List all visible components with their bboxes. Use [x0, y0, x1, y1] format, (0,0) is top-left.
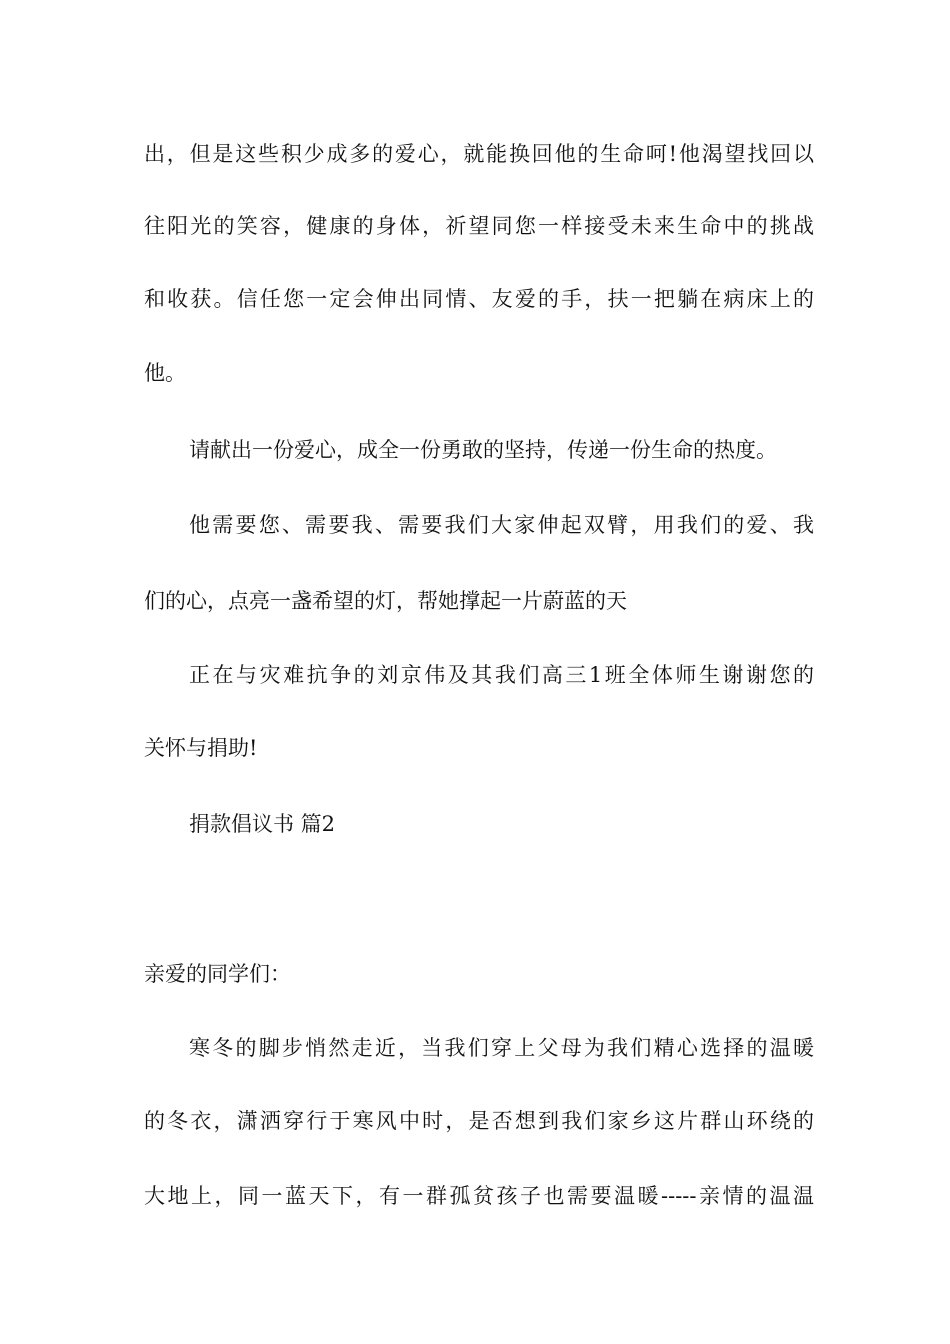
paragraph-line: 寒冬的脚步悄然走近，当我们穿上父母为我们精心选择的温暖	[189, 1036, 814, 1060]
paragraph-line: 请献出一份爱心，成全一份勇敢的坚持，传递一份生命的热度。	[189, 438, 777, 462]
paragraph-line: 们的心，点亮一盏希望的灯，帮她撑起一片蔚蓝的天	[144, 589, 627, 613]
paragraph-line: 和收获。信任您一定会伸出同情、友爱的手，扶一把躺在病床上的	[144, 287, 814, 311]
paragraph-line: 往阳光的笑容，健康的身体，祈望同您一样接受未来生命中的挑战	[144, 214, 814, 238]
paragraph-line: 大地上，同一蓝天下，有一群孤贫孩子也需要温暖-----亲情的温温	[144, 1184, 814, 1208]
paragraph-line: 他。	[144, 361, 186, 385]
paragraph-line: 的冬衣，潇洒穿行于寒风中时，是否想到我们家乡这片群山环绕的	[144, 1109, 814, 1133]
paragraph-line: 关怀与捐助!	[144, 736, 258, 760]
paragraph-line: 正在与灾难抗争的刘京伟及其我们高三1班全体师生谢谢您的	[189, 663, 814, 687]
salutation: 亲爱的同学们：	[144, 962, 291, 986]
paragraph-line: 出，但是这些积少成多的爱心，就能换回他的生命呵!他渴望找回以	[144, 142, 814, 166]
paragraph-line: 他需要您、需要我、需要我们大家伸起双臂，用我们的爱、我	[189, 513, 814, 537]
section-heading: 捐款倡议书 篇2	[189, 812, 336, 836]
